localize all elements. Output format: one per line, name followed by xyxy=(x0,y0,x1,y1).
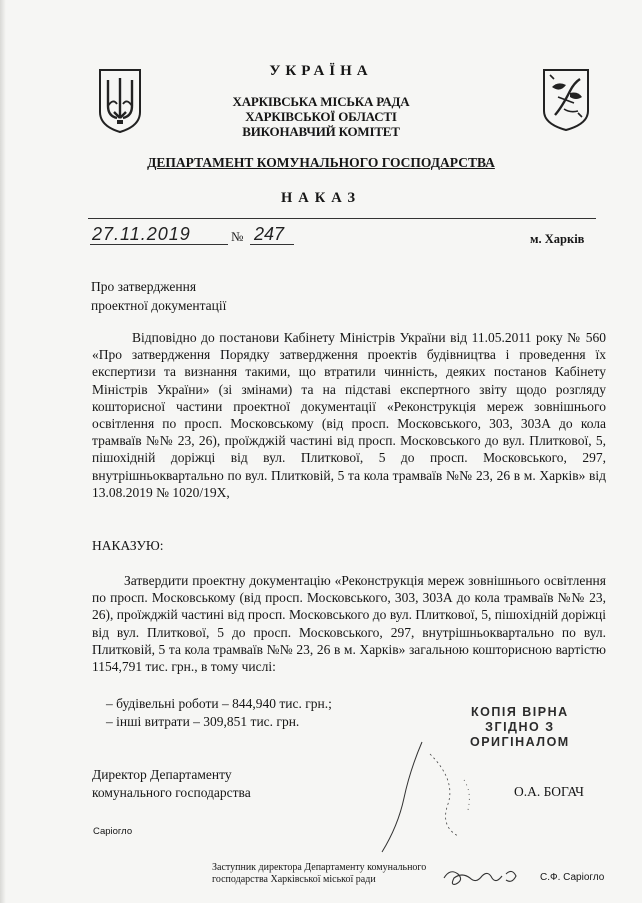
deputy-approval xyxy=(212,862,426,886)
executor-name: Саріогло xyxy=(93,826,133,837)
country-heading: УКРАЇНА xyxy=(269,63,373,79)
signatory-name: О.А. БОГАЧ xyxy=(514,784,584,799)
stamp-line-3: ОРИГІНАЛОМ xyxy=(470,735,570,749)
deputy-line-2: господарства Харківської міської ради xyxy=(212,874,376,885)
order-date: 27.11.2019 xyxy=(92,224,191,244)
council-heading xyxy=(0,94,642,139)
order-number: 247 xyxy=(254,224,285,244)
order-word: НАКАЗУЮ: xyxy=(92,538,164,553)
signatory-title xyxy=(92,766,251,802)
signatory-title-line-2: комунального господарства xyxy=(92,785,251,800)
deputy-line-1: Заступник директора Департаменту комунального xyxy=(212,862,427,873)
department-heading: ДЕПАРТАМЕНТ КОМУНАЛЬНОГО ГОСПОДАРСТВА xyxy=(147,155,495,170)
order-paragraph: Затвердити проектну документацію «Реконструкція мереж зовнішнього освітлення по просп. Московському (від просп. Московського, 303, 303А до кола трамваїв №№ 23, 26), проїжджій частині від просп. Московського до вул. Плиткової, 5, пішохідній доріжці від вул. Плиткової, 5 до просп. Московського, 297, внутрішньоквартально по вул. Плитковій, 5 та кола трамваїв №№ 23, 26 в м. Харків» загальною кошторисною вартістю 1154,791 тис. грн., в тому числі: xyxy=(92,573,606,675)
preamble-paragraph: Відповідно до постанови Кабінету Міністрів України від 11.05.2011 року № 560 «Про затвердження Порядку затвердження проектів будівництва і проведення їх експертизи та визнання такими, що втратили чинність, деяких постанов Кабінету Міністрів України» (зі змінами) та на підставі експертного звіту щодо розгляду кошторисної частини проектної документації «Реконструкція мереж зовнішнього освітлення по просп. Московському (від просп. Московського, 303, 303А до кола трамваїв №№ 23, 26), проїжджій частині від просп. Московського до вул. Плиткової, 5, пішохідній доріжці від вул. Плиткової, 5 до просп. Московського, 297, внутрішньоквартально по вул. Плитковій, 5 та кола трамваїв №№ 23, 26 в м. Харків» від 13.08.2019 № 1020/19Х, xyxy=(92,330,606,500)
document-type: НАКАЗ xyxy=(280,190,362,206)
council-line-3: ВИКОНАВЧИЙ КОМІТЕТ xyxy=(242,124,400,139)
council-line-2: ХАРКІВСЬКОЇ ОБЛАСТІ xyxy=(245,109,397,124)
subject-line-1: Про затвердження xyxy=(91,279,197,294)
list-item: – будівельні роботи – 844,940 тис. грн.; xyxy=(106,696,332,711)
signatory-title-line-1: Директор Департаменту xyxy=(92,767,232,782)
deputy-signature xyxy=(440,864,520,890)
subject-line-2: проектної документації xyxy=(91,298,227,313)
director-signature xyxy=(360,740,510,855)
order-subject xyxy=(91,277,226,315)
list-item: – інші витрати – 309,851 тис. грн. xyxy=(106,714,300,729)
stamp-line-2: ЗГІДНО З xyxy=(485,720,555,734)
header-rule xyxy=(88,218,596,219)
deputy-name: С.Ф. Саріогло xyxy=(540,872,605,883)
cost-breakdown-list xyxy=(106,695,332,731)
order-number-label: № xyxy=(231,229,244,244)
date-underline xyxy=(90,244,228,245)
stamp-line-1: КОПІЯ ВІРНА xyxy=(471,705,569,719)
number-underline xyxy=(250,244,294,245)
order-city: м. Харків xyxy=(530,232,585,246)
council-line-1: ХАРКІВСЬКА МІСЬКА РАДА xyxy=(232,94,410,109)
